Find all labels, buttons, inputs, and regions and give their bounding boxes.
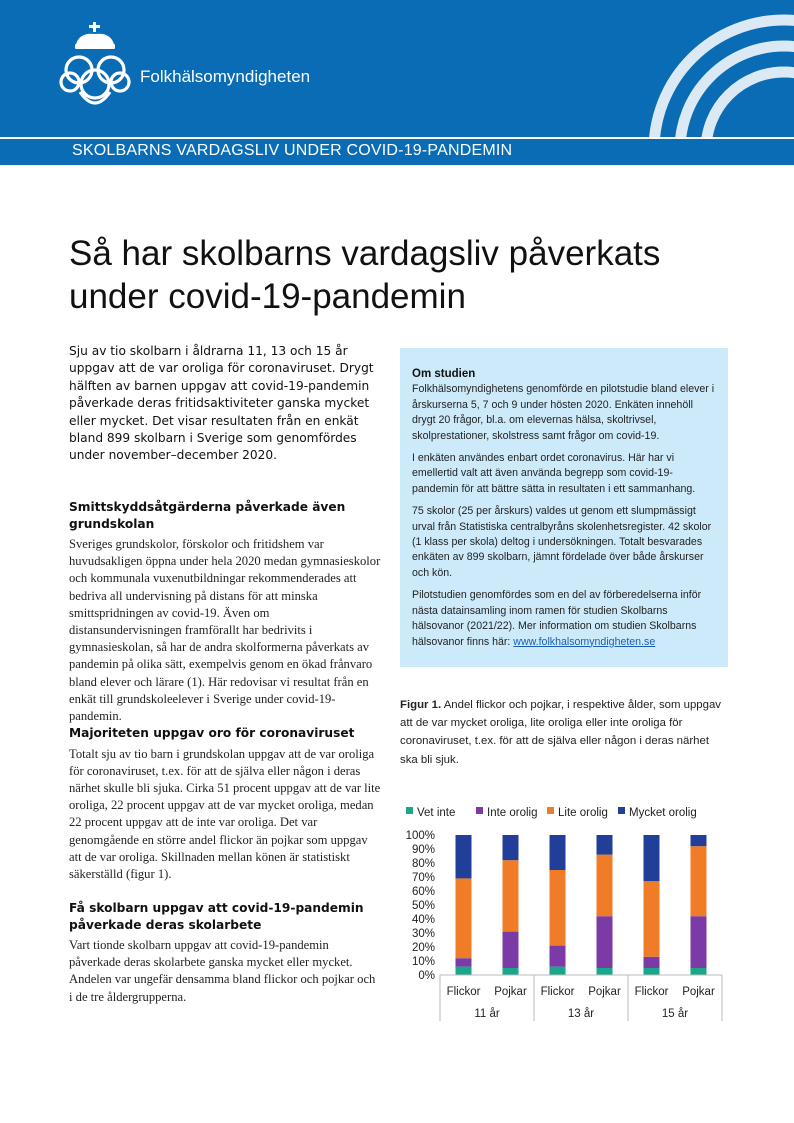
bar-segment [550,946,566,967]
worry-stacked-bar-chart [400,795,728,1025]
y-tick-label: 0% [418,970,435,982]
legend-label: Lite orolig [558,807,608,819]
y-tick-label: 80% [411,858,435,870]
section-schoolwork [69,900,381,1006]
y-tick-label: 30% [411,928,435,940]
legend-swatch [406,807,413,814]
about-study-box [400,348,728,667]
section-body: Totalt sju av tio barn i grundskolan uppgav att de var oroliga för coronaviruset, t.ex. för att de själva eller någon i deras närhet skulle bli sjuka. Cirka 51 procent uppgav att de var lite oroliga, 22 procent uppgav att de var mycket oroliga, medan 22 procent uppgav att de inte var oroliga. Det var genomgående en större andel flickor än pojkar som uppgav att de var oroliga. Skillnaden mellan könen är statistiskt säkerställd (figur 1). [69,746,381,881]
x-tick-label: Flickor [634,986,669,998]
section-body: Sveriges grundskolor, förskolor och fritidshem var huvudsakligen öppna under hela 2020 medan gymnasieskolor och kommunala vuxenutbildningar rekommenderades att bedriva all undervisning på distans för att minska smittspridningen av covid-19. Även om distansundervisningen framförallt har bedrivits i gymnasieskolan, så har de andra skolformerna påverkats av pandemin på olika sätt, exempelvis genom en ökad frånvaro bland elever och lärare (1). Här redovisar vi resultat från en enkät till grundskoleelever i Sverige under covid-19-pandemin. [69,537,381,724]
y-tick-label: 90% [411,844,435,856]
agency-name: Folkhälsomyndigheten [140,67,311,86]
bar-segment [550,870,566,946]
page-header [0,0,794,137]
x-tick-label: Pojkar [494,986,527,998]
bar-segment [691,846,707,916]
legend-label: Vet inte [417,807,456,819]
legend-swatch [547,807,554,814]
section-heading: Majoriteten uppgav oro för coronaviruset [69,726,355,740]
legend-label: Mycket orolig [629,807,697,819]
infobox-paragraph: I enkäten användes enbart ordet coronavirus. Här har vi emellertid valt att även använda begrepp som covid-19-pandemin för att bättre sätta in resultaten i ett sammanhang. [412,452,696,495]
group-label: 15 år [661,1008,689,1020]
bar-segment [691,916,707,968]
series-banner [0,137,794,165]
page-title: Så har skolbarns vardagsliv påverkats under covid-19-pandemin [69,234,661,316]
website-link[interactable]: www.folkhalsomyndigheten.se [513,635,656,648]
x-tick-label: Pojkar [682,986,715,998]
figure-caption [400,696,722,769]
y-tick-label: 20% [411,942,435,954]
bar-segment [456,958,472,966]
bar-segment [503,860,519,931]
section-infection-control [69,499,381,725]
bar-segment [644,881,660,957]
bar-segment [691,835,707,846]
bar-segment [644,957,660,968]
bar-segment [550,967,566,975]
bar-segment [550,835,566,870]
legend-label: Inte orolig [487,807,538,819]
bar-segment [503,932,519,968]
infobox-paragraph: 75 skolor (25 per årskurs) valdes ut genom ett slumpmässigt urval från Statistiska centralbyråns skolenhetsregister. 42 skolor (1 klass per skola) deltog i undersökningen. Totalt besvarades enkäten av 899 skolbarn, jämnt fördelade över både årskurser och kön. [412,505,712,579]
infobox-text: Pilotstudien genomfördes som en del av förberedelserna inför nästa datainsamling inom ramen för studien Skolbarns hälsovanor (2021/22). Mer information om studien Skolbarns hälsovanor finns här: [412,589,702,648]
infobox-title: Om studien [412,368,476,380]
section-heading: Få skolbarn uppgav att covid-19-pandemin påverkade deras skolarbete [69,901,364,932]
group-label: 11 år [474,1008,500,1020]
x-tick-label: Flickor [446,986,481,998]
group-label: 13 år [567,1008,595,1020]
bar-segment [597,855,613,917]
bar-segment [597,916,613,968]
infobox-paragraph-last [412,588,716,650]
figure-label: Figur 1. [400,699,442,711]
section-body: Vart tionde skolbarn uppgav att covid-19-pandemin påverkade deras skolarbete ganska mycket eller mycket. Andelen var ungefär densamma bland flickor och pojkar och i de tre åldergrupperna. [69,938,376,1004]
bar-segment [597,968,613,975]
bar-segment [691,968,707,975]
series-title: SKOLBARNS VARDAGSLIV UNDER COVID-19-PANDEMIN [72,142,513,159]
figure-caption-text: Andel flickor och pojkar, i respektive ålder, som uppgav att de var mycket oroliga, lite oroliga eller inte oroliga för coronaviruset, t.ex. för att de själva eller någon i deras närhet ska bli sjuk. [400,699,722,766]
bar-segment [456,967,472,975]
bar-segment [597,835,613,855]
section-worry [69,725,381,883]
bar-segment [644,968,660,975]
y-tick-label: 60% [411,886,435,898]
x-tick-label: Flickor [540,986,575,998]
bar-segment [456,878,472,958]
lead-paragraph: Sju av tio skolbarn i åldrarna 11, 13 och 15 år uppgav att de var oroliga för coronaviruset. Drygt hälften av barnen uppgav att covid-19-pandemin påverkade deras fritidsaktiviteter ganska mycket eller mycket. Det visar resultaten från en enkät bland 899 skolbarn i Sverige som genomfördes under november–december 2020. [69,344,374,463]
bar-segment [644,835,660,881]
crown-logo-icon [56,22,134,112]
section-heading: Smittskyddsåtgärderna påverkade även grundskolan [69,500,346,531]
bar-segment [503,968,519,975]
decorative-arcs [494,0,794,137]
legend-swatch [618,807,625,814]
y-tick-label: 100% [405,830,435,842]
y-tick-label: 50% [411,900,435,912]
x-tick-label: Pojkar [588,986,621,998]
bar-segment [456,835,472,878]
infobox-paragraph: Folkhälsomyndighetens genomförde en pilotstudie bland elever i årskurserna 5, 7 och 9 under hösten 2020. Enkäten innehöll drygt 20 frågor, bl.a. om elevernas hälsa, skoltrivsel, skolprestationer, skolstress samt frågor om covid-19. [412,383,715,442]
bar-segment [503,835,519,860]
y-tick-label: 10% [411,956,435,968]
y-tick-label: 70% [411,872,435,884]
y-tick-label: 40% [411,914,435,926]
legend-swatch [476,807,483,814]
